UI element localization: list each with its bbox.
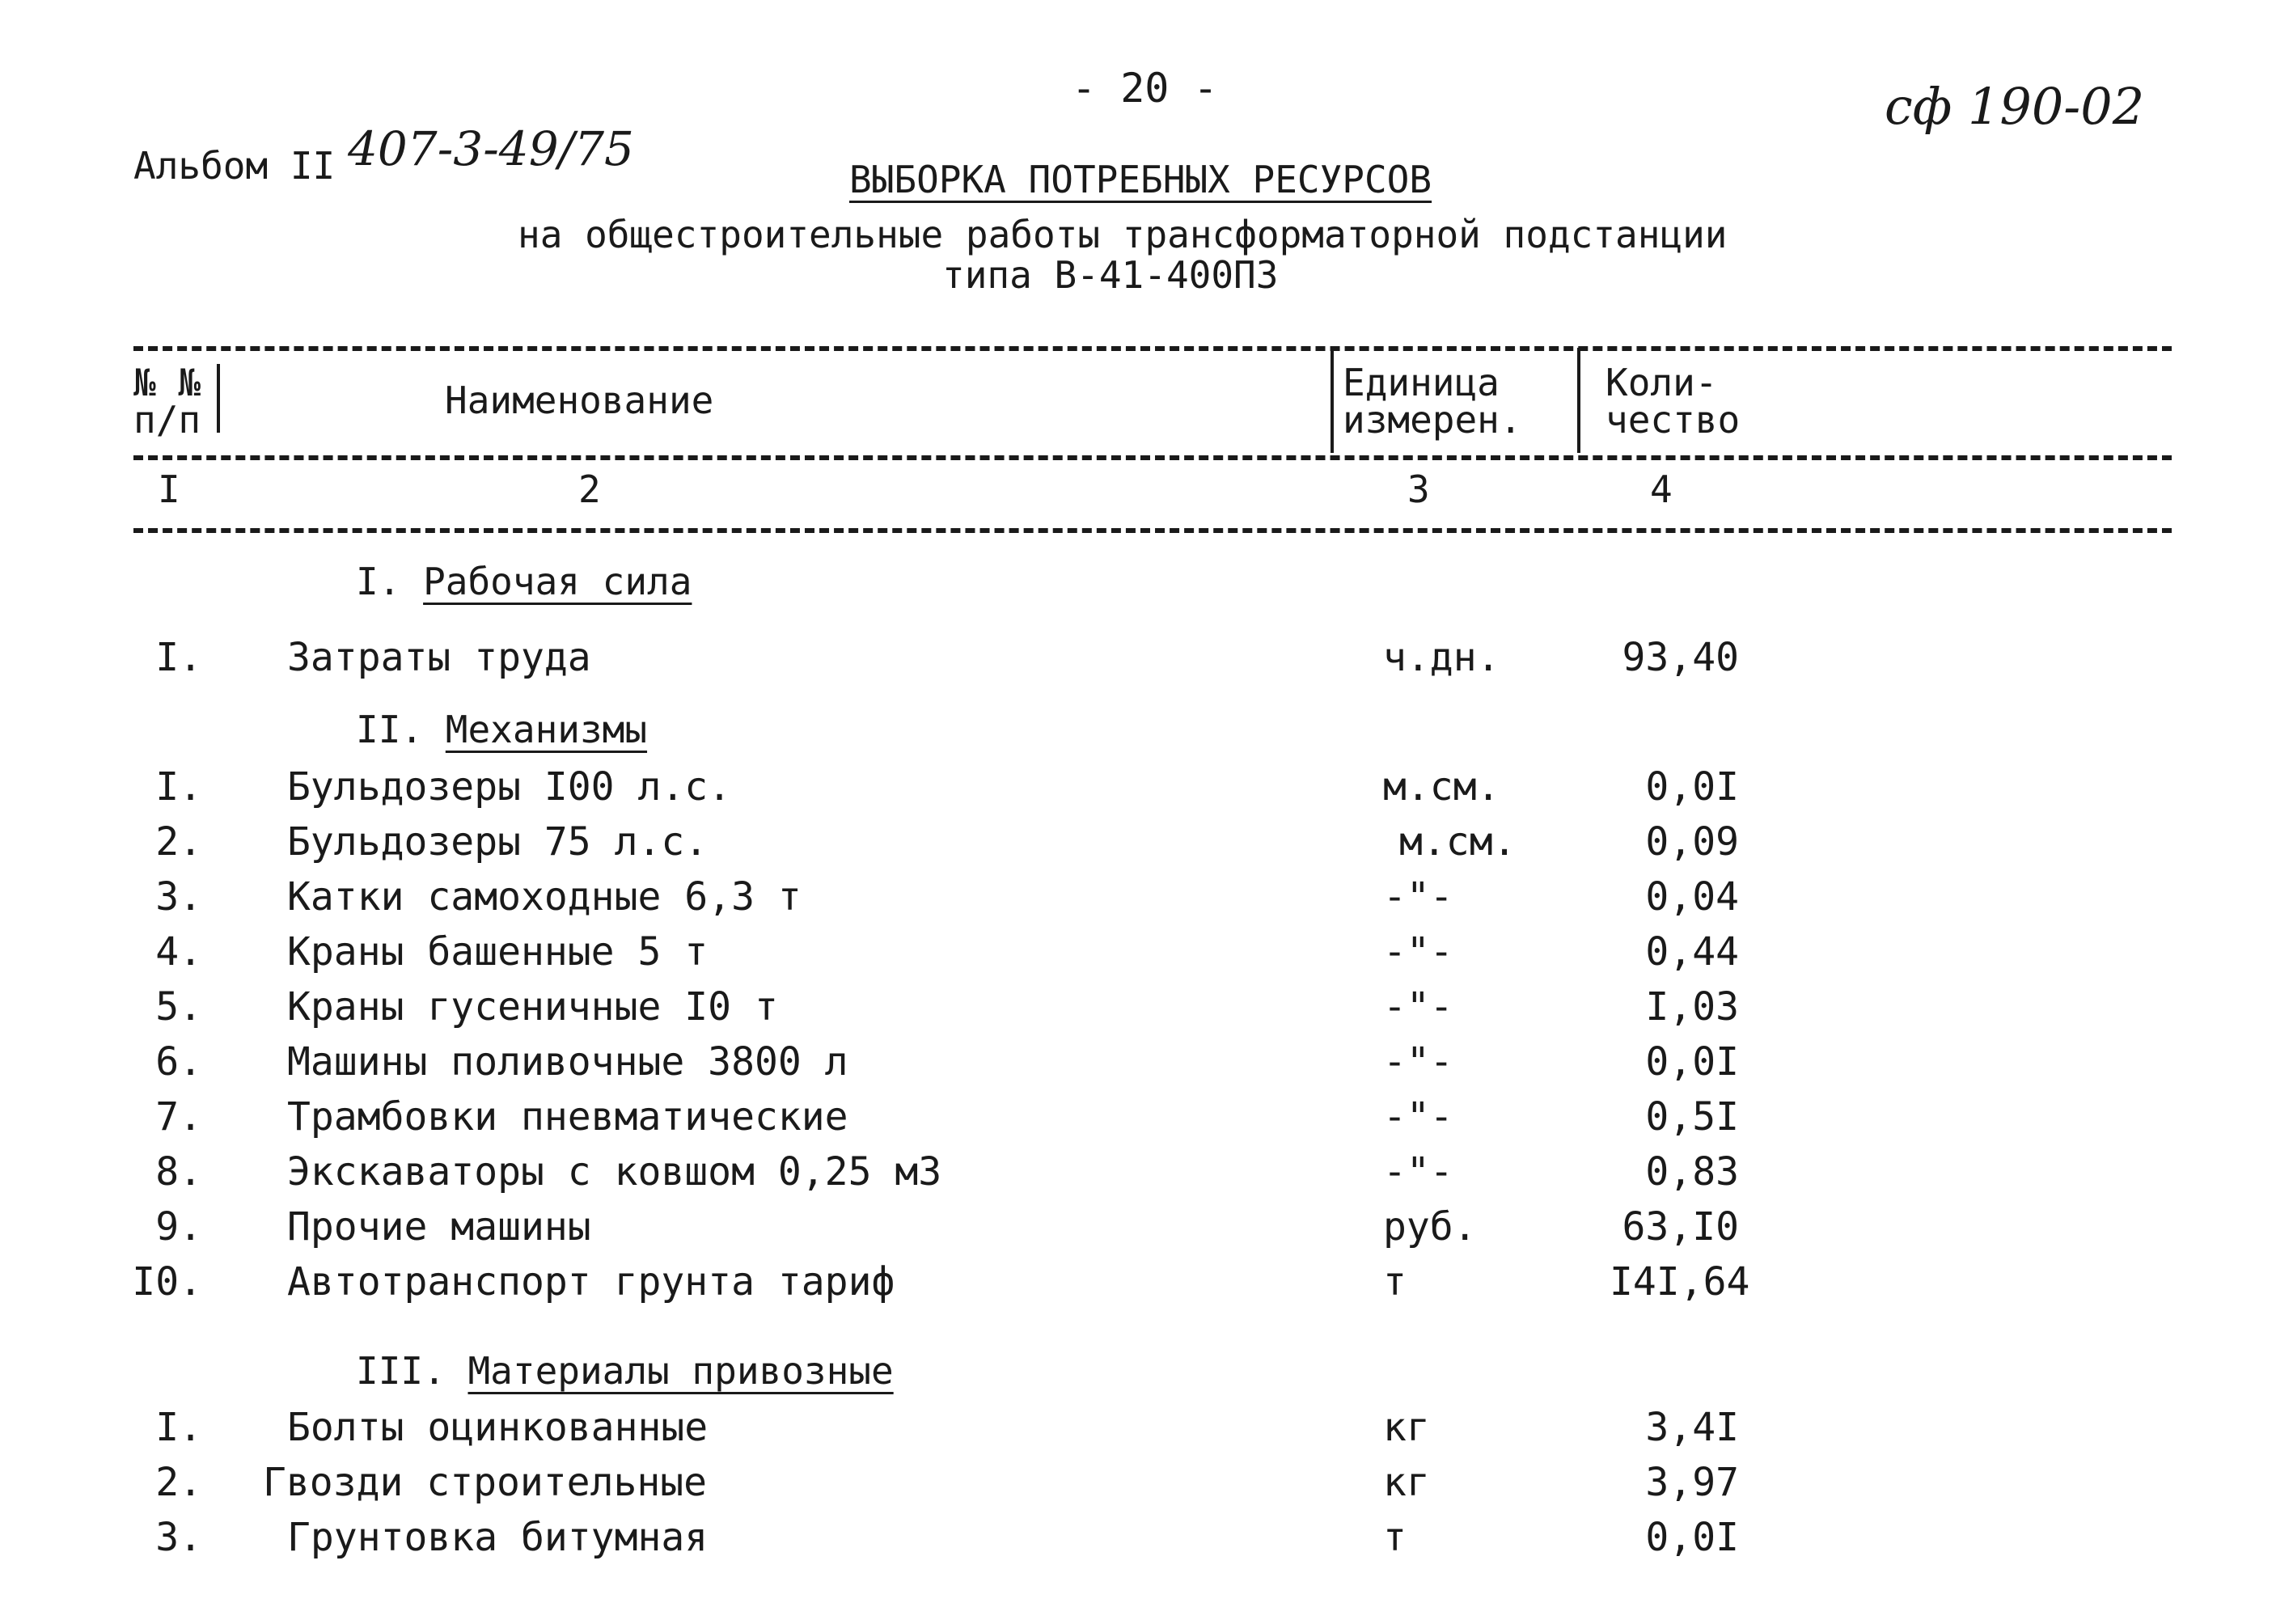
row-name: Грунтовка битумная — [287, 1515, 709, 1560]
table-row — [0, 764, 2293, 821]
row-number: 2. — [155, 1460, 202, 1505]
row-name: Машины поливочные 3800 л — [287, 1039, 848, 1085]
row-name: Болты оцинкованные — [287, 1405, 709, 1450]
table-row — [0, 929, 2293, 986]
table-row — [0, 1094, 2293, 1151]
header-qty-line2: чество — [1606, 398, 1741, 442]
row-quantity: 0,0I — [1645, 1039, 1739, 1085]
section-prefix: I. — [356, 560, 401, 603]
row-number: I. — [155, 764, 202, 810]
table-top-rule — [133, 346, 2172, 351]
row-number: 6. — [155, 1039, 202, 1085]
row-number: 8. — [155, 1149, 202, 1195]
row-name: Краны гусеничные I0 т — [287, 984, 778, 1030]
table-row — [0, 984, 2293, 1041]
row-number: I. — [155, 635, 202, 680]
row-quantity: I4I,64 — [1610, 1259, 1750, 1305]
column-number-1: I — [158, 467, 180, 511]
header-divider-3 — [1577, 348, 1580, 453]
section-heading — [356, 708, 647, 751]
row-quantity: 0,44 — [1645, 929, 1739, 975]
table-row — [0, 1460, 2293, 1516]
table-row — [0, 1149, 2293, 1206]
section-title: Механизмы — [445, 708, 648, 751]
section-heading — [356, 560, 692, 603]
row-unit: -"- — [1383, 1039, 1453, 1085]
table-row — [0, 874, 2293, 931]
row-unit: -"- — [1383, 874, 1453, 920]
column-number-2: 2 — [578, 467, 601, 511]
row-quantity: 0,04 — [1645, 874, 1739, 920]
column-number-3: 3 — [1407, 467, 1430, 511]
row-name: Гвозди строительные — [263, 1460, 708, 1505]
section-prefix: II. — [356, 708, 424, 751]
row-name: Краны башенные 5 т — [287, 929, 709, 975]
table-header-rule — [133, 455, 2172, 460]
row-unit: руб. — [1383, 1204, 1477, 1250]
row-unit: т — [1383, 1515, 1407, 1560]
row-number: I. — [155, 1405, 202, 1450]
row-quantity: 3,97 — [1645, 1460, 1739, 1505]
row-unit: т — [1383, 1259, 1407, 1305]
table-row — [0, 1405, 2293, 1461]
row-unit: -"- — [1383, 929, 1453, 975]
row-quantity: 0,5I — [1645, 1094, 1739, 1140]
row-number: 3. — [155, 874, 202, 920]
header-divider-1 — [217, 364, 220, 433]
row-name: Катки самоходные 6,3 т — [287, 874, 802, 920]
row-name: Бульдозеры 75 л.с. — [287, 819, 709, 865]
row-unit: кг — [1383, 1405, 1430, 1450]
row-unit: -"- — [1383, 1094, 1453, 1140]
row-number: 3. — [155, 1515, 202, 1560]
album-handwritten-code: 407-3-49/75 — [348, 121, 634, 176]
row-quantity: 0,0I — [1645, 764, 1739, 810]
table-row — [0, 1515, 2293, 1571]
row-quantity: 0,09 — [1645, 819, 1739, 865]
row-unit: -"- — [1383, 984, 1453, 1030]
row-number: 2. — [155, 819, 202, 865]
row-number: 9. — [155, 1204, 202, 1250]
table-columns-rule — [133, 528, 2172, 533]
document-subtitle-type: типа В-41-400ПЗ — [942, 253, 1279, 297]
album-label: Альбом II — [133, 144, 336, 188]
column-number-4: 4 — [1650, 467, 1673, 511]
header-unit-line2: измерен. — [1343, 398, 1522, 442]
table-row — [0, 1259, 2293, 1316]
page-number: - 20 - — [1072, 65, 1218, 112]
row-unit: -"- — [1383, 1149, 1453, 1195]
header-unit-line1: Единица — [1343, 361, 1500, 404]
row-name: Трамбовки пневматические — [287, 1094, 848, 1140]
row-number: 7. — [155, 1094, 202, 1140]
row-quantity: 3,4I — [1645, 1405, 1739, 1450]
section-title: Материалы привозные — [467, 1349, 894, 1393]
header-qty-line1: Коли- — [1606, 361, 1718, 404]
table-row — [0, 635, 2293, 691]
corner-handwritten-code: сф 190-02 — [1885, 77, 2145, 136]
row-quantity: I,03 — [1645, 984, 1739, 1030]
row-unit: кг — [1383, 1460, 1430, 1505]
row-name: Автотранспорт грунта тариф — [287, 1259, 895, 1305]
row-unit: ч.дн. — [1383, 635, 1500, 680]
row-name: Экскаваторы с ковшом 0,25 м3 — [287, 1149, 942, 1195]
row-name: Бульдозеры I00 л.с. — [287, 764, 732, 810]
row-name: Прочие машины — [287, 1204, 591, 1250]
row-number: 5. — [155, 984, 202, 1030]
table-row — [0, 819, 2293, 876]
section-prefix: III. — [356, 1349, 446, 1393]
row-number: 4. — [155, 929, 202, 975]
header-num-line1: № № — [133, 361, 201, 404]
document-title: ВЫБОРКА ПОТРЕБНЫХ РЕСУРСОВ — [849, 158, 1432, 201]
row-unit: м.см. — [1383, 764, 1500, 810]
row-quantity: 0,83 — [1645, 1149, 1739, 1195]
row-quantity: 63,I0 — [1622, 1204, 1739, 1250]
section-heading — [356, 1349, 894, 1393]
row-number: I0. — [132, 1259, 202, 1305]
section-title: Рабочая сила — [423, 560, 692, 603]
header-divider-2 — [1331, 348, 1334, 453]
row-quantity: 0,0I — [1645, 1515, 1739, 1560]
header-num-line2: п/п — [133, 398, 201, 442]
header-name: Наименование — [445, 379, 714, 422]
table-row — [0, 1039, 2293, 1096]
row-unit: м.см. — [1399, 819, 1517, 865]
row-quantity: 93,40 — [1622, 635, 1739, 680]
table-row — [0, 1204, 2293, 1261]
document-subtitle: на общестроительные работы трансформаторной подстанции — [518, 213, 1728, 256]
row-name: Затраты труда — [287, 635, 591, 680]
